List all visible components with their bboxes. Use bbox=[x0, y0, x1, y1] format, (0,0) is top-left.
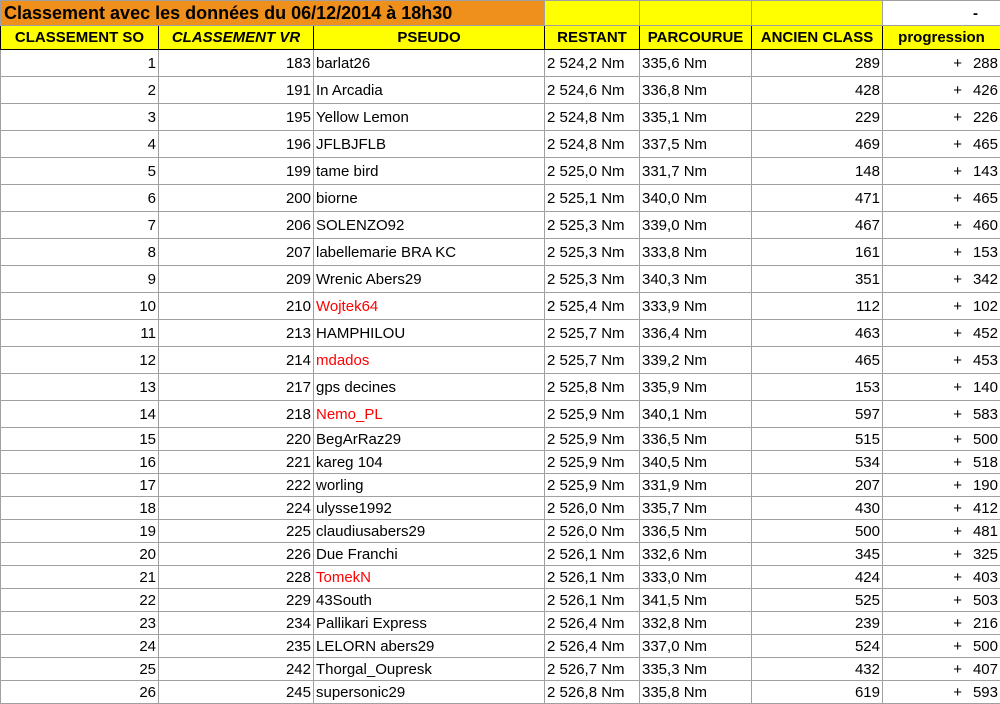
cell-restant[interactable]: 2 525,4 Nm bbox=[545, 293, 640, 320]
cell-ancien-class[interactable]: 467 bbox=[752, 212, 883, 239]
cell-pseudo[interactable]: biorne bbox=[314, 185, 545, 212]
cell-restant[interactable]: 2 525,3 Nm bbox=[545, 239, 640, 266]
cell-pseudo[interactable]: Yellow Lemon bbox=[314, 104, 545, 131]
cell-progression[interactable] bbox=[883, 320, 1000, 347]
cell-progression[interactable] bbox=[883, 681, 1000, 704]
cell-progression[interactable] bbox=[883, 520, 1000, 543]
cell-parcourue[interactable]: 335,6 Nm bbox=[640, 50, 752, 77]
cell-classement-vr[interactable]: 199 bbox=[159, 158, 314, 185]
cell-parcourue[interactable]: 340,1 Nm bbox=[640, 401, 752, 428]
progression-value: 500 bbox=[973, 638, 998, 655]
progression-plus-sign: + bbox=[953, 191, 962, 206]
blank-cell[interactable] bbox=[545, 1, 640, 26]
cell-progression[interactable] bbox=[883, 497, 1000, 520]
progression-plus-sign: + bbox=[953, 137, 962, 152]
table-row bbox=[1, 131, 1000, 158]
progression-value: 407 bbox=[973, 661, 998, 678]
progression-plus-sign: + bbox=[953, 547, 962, 562]
cell-pseudo[interactable]: kareg 104 bbox=[314, 451, 545, 474]
cell-parcourue[interactable]: 339,0 Nm bbox=[640, 212, 752, 239]
cell-pseudo[interactable]: mdados bbox=[314, 347, 545, 374]
cell-parcourue[interactable]: 335,9 Nm bbox=[640, 374, 752, 401]
progression-plus-sign: + bbox=[953, 218, 962, 233]
cell-ancien-class[interactable]: 619 bbox=[752, 681, 883, 704]
cell-pseudo[interactable]: gps decines bbox=[314, 374, 545, 401]
cell-classement-so[interactable]: 22 bbox=[1, 589, 159, 612]
table-row bbox=[1, 589, 1000, 612]
cell-classement-vr[interactable]: 183 bbox=[159, 50, 314, 77]
col-header-ancien-class[interactable]: ANCIEN CLASS bbox=[752, 26, 883, 50]
progression-value: 226 bbox=[973, 109, 998, 126]
cell-classement-vr[interactable]: 218 bbox=[159, 401, 314, 428]
cell-parcourue[interactable]: 336,4 Nm bbox=[640, 320, 752, 347]
cell-restant[interactable]: 2 526,1 Nm bbox=[545, 543, 640, 566]
cell-ancien-class[interactable]: 534 bbox=[752, 451, 883, 474]
cell-classement-so[interactable]: 26 bbox=[1, 681, 159, 704]
table-row bbox=[1, 612, 1000, 635]
cell-classement-so[interactable]: 14 bbox=[1, 401, 159, 428]
progression-value: 465 bbox=[973, 136, 998, 153]
col-header-restant[interactable]: RESTANT bbox=[545, 26, 640, 50]
table-row bbox=[1, 239, 1000, 266]
cell-pseudo[interactable]: SOLENZO92 bbox=[314, 212, 545, 239]
progression-value: 216 bbox=[973, 615, 998, 632]
cell-pseudo[interactable]: JFLBJFLB bbox=[314, 131, 545, 158]
cell-classement-vr[interactable]: 196 bbox=[159, 131, 314, 158]
cell-classement-vr[interactable]: 210 bbox=[159, 293, 314, 320]
column-header-row bbox=[1, 26, 1000, 50]
cell-classement-so[interactable]: 11 bbox=[1, 320, 159, 347]
cell-ancien-class[interactable]: 428 bbox=[752, 77, 883, 104]
cell-ancien-class[interactable]: 430 bbox=[752, 497, 883, 520]
cell-restant[interactable]: 2 526,8 Nm bbox=[545, 681, 640, 704]
cell-parcourue[interactable]: 339,2 Nm bbox=[640, 347, 752, 374]
cell-progression[interactable] bbox=[883, 612, 1000, 635]
progression-plus-sign: + bbox=[953, 478, 962, 493]
cell-classement-vr[interactable]: 234 bbox=[159, 612, 314, 635]
col-header-classement-vr[interactable]: CLASSEMENT VR bbox=[159, 26, 314, 50]
progression-plus-sign: + bbox=[953, 662, 962, 677]
table-row bbox=[1, 266, 1000, 293]
progression-value: 518 bbox=[973, 454, 998, 471]
cell-classement-vr[interactable]: 206 bbox=[159, 212, 314, 239]
cell-restant[interactable]: 2 525,9 Nm bbox=[545, 401, 640, 428]
cell-pseudo[interactable]: HAMPHILOU bbox=[314, 320, 545, 347]
cell-classement-vr[interactable]: 228 bbox=[159, 566, 314, 589]
cell-parcourue[interactable]: 331,9 Nm bbox=[640, 474, 752, 497]
cell-ancien-class[interactable]: 161 bbox=[752, 239, 883, 266]
progression-value: 426 bbox=[973, 82, 998, 99]
cell-restant[interactable]: 2 524,6 Nm bbox=[545, 77, 640, 104]
cell-ancien-class[interactable]: 424 bbox=[752, 566, 883, 589]
cell-pseudo[interactable]: BegArRaz29 bbox=[314, 428, 545, 451]
cell-classement-so[interactable]: 7 bbox=[1, 212, 159, 239]
cell-classement-so[interactable]: 9 bbox=[1, 266, 159, 293]
cell-pseudo[interactable]: Wrenic Abers29 bbox=[314, 266, 545, 293]
cell-parcourue[interactable]: 337,5 Nm bbox=[640, 131, 752, 158]
cell-classement-so[interactable]: 15 bbox=[1, 428, 159, 451]
table-row bbox=[1, 658, 1000, 681]
progression-value: 465 bbox=[973, 190, 998, 207]
table-row bbox=[1, 497, 1000, 520]
cell-pseudo[interactable]: ulysse1992 bbox=[314, 497, 545, 520]
cell-progression[interactable] bbox=[883, 566, 1000, 589]
cell-ancien-class[interactable]: 207 bbox=[752, 474, 883, 497]
cell-restant[interactable]: 2 526,4 Nm bbox=[545, 612, 640, 635]
cell-ancien-class[interactable]: 432 bbox=[752, 658, 883, 681]
cell-ancien-class[interactable]: 345 bbox=[752, 543, 883, 566]
progression-plus-sign: + bbox=[953, 326, 962, 341]
cell-parcourue[interactable]: 335,7 Nm bbox=[640, 497, 752, 520]
cell-classement-so[interactable]: 25 bbox=[1, 658, 159, 681]
cell-classement-vr[interactable]: 245 bbox=[159, 681, 314, 704]
cell-pseudo[interactable]: labellemarie BRA KC bbox=[314, 239, 545, 266]
progression-value: 460 bbox=[973, 217, 998, 234]
cell-classement-vr[interactable]: 242 bbox=[159, 658, 314, 681]
progression-plus-sign: + bbox=[953, 353, 962, 368]
cell-progression[interactable] bbox=[883, 77, 1000, 104]
cell-ancien-class[interactable]: 112 bbox=[752, 293, 883, 320]
cell-classement-so[interactable]: 18 bbox=[1, 497, 159, 520]
dash-cell[interactable]: - bbox=[883, 1, 1000, 26]
cell-classement-so[interactable]: 24 bbox=[1, 635, 159, 658]
cell-restant[interactable]: 2 525,9 Nm bbox=[545, 474, 640, 497]
cell-parcourue[interactable]: 340,3 Nm bbox=[640, 266, 752, 293]
cell-ancien-class[interactable]: 229 bbox=[752, 104, 883, 131]
cell-restant[interactable]: 2 526,1 Nm bbox=[545, 566, 640, 589]
cell-pseudo[interactable]: TomekN bbox=[314, 566, 545, 589]
table-row bbox=[1, 320, 1000, 347]
cell-parcourue[interactable]: 337,0 Nm bbox=[640, 635, 752, 658]
cell-classement-vr[interactable]: 221 bbox=[159, 451, 314, 474]
progression-plus-sign: + bbox=[953, 110, 962, 125]
cell-pseudo[interactable]: Nemo_PL bbox=[314, 401, 545, 428]
cell-classement-vr[interactable]: 220 bbox=[159, 428, 314, 451]
cell-ancien-class[interactable]: 525 bbox=[752, 589, 883, 612]
table-row bbox=[1, 681, 1000, 704]
cell-pseudo[interactable]: Due Franchi bbox=[314, 543, 545, 566]
cell-pseudo[interactable]: In Arcadia bbox=[314, 77, 545, 104]
progression-plus-sign: + bbox=[953, 455, 962, 470]
cell-ancien-class[interactable]: 289 bbox=[752, 50, 883, 77]
cell-pseudo[interactable]: worling bbox=[314, 474, 545, 497]
cell-parcourue[interactable]: 341,5 Nm bbox=[640, 589, 752, 612]
cell-ancien-class[interactable]: 153 bbox=[752, 374, 883, 401]
cell-ancien-class[interactable]: 148 bbox=[752, 158, 883, 185]
cell-restant[interactable]: 2 524,2 Nm bbox=[545, 50, 640, 77]
table-row bbox=[1, 158, 1000, 185]
cell-ancien-class[interactable]: 351 bbox=[752, 266, 883, 293]
progression-plus-sign: + bbox=[953, 56, 962, 71]
progression-plus-sign: + bbox=[953, 639, 962, 654]
progression-value: 453 bbox=[973, 352, 998, 369]
cell-restant[interactable]: 2 525,9 Nm bbox=[545, 451, 640, 474]
cell-progression[interactable] bbox=[883, 104, 1000, 131]
table-row bbox=[1, 50, 1000, 77]
cell-classement-so[interactable]: 8 bbox=[1, 239, 159, 266]
cell-progression[interactable] bbox=[883, 474, 1000, 497]
table-row bbox=[1, 212, 1000, 239]
cell-classement-so[interactable]: 12 bbox=[1, 347, 159, 374]
cell-classement-so[interactable]: 23 bbox=[1, 612, 159, 635]
cell-classement-vr[interactable]: 222 bbox=[159, 474, 314, 497]
cell-classement-vr[interactable]: 191 bbox=[159, 77, 314, 104]
cell-classement-so[interactable]: 1 bbox=[1, 50, 159, 77]
cell-parcourue[interactable]: 332,8 Nm bbox=[640, 612, 752, 635]
progression-value: 593 bbox=[973, 684, 998, 701]
cell-classement-vr[interactable]: 200 bbox=[159, 185, 314, 212]
table-row bbox=[1, 104, 1000, 131]
cell-pseudo[interactable]: 43South bbox=[314, 589, 545, 612]
progression-plus-sign: + bbox=[953, 380, 962, 395]
progression-plus-sign: + bbox=[953, 245, 962, 260]
cell-restant[interactable]: 2 526,0 Nm bbox=[545, 520, 640, 543]
cell-restant[interactable]: 2 525,8 Nm bbox=[545, 374, 640, 401]
cell-classement-vr[interactable]: 225 bbox=[159, 520, 314, 543]
cell-ancien-class[interactable]: 597 bbox=[752, 401, 883, 428]
cell-progression[interactable] bbox=[883, 658, 1000, 681]
cell-classement-so[interactable]: 6 bbox=[1, 185, 159, 212]
cell-parcourue[interactable]: 340,5 Nm bbox=[640, 451, 752, 474]
cell-classement-so[interactable]: 16 bbox=[1, 451, 159, 474]
cell-classement-so[interactable]: 20 bbox=[1, 543, 159, 566]
cell-progression[interactable] bbox=[883, 266, 1000, 293]
cell-classement-so[interactable]: 5 bbox=[1, 158, 159, 185]
cell-parcourue[interactable]: 336,5 Nm bbox=[640, 428, 752, 451]
progression-value: 583 bbox=[973, 406, 998, 423]
cell-classement-so[interactable]: 17 bbox=[1, 474, 159, 497]
table-row bbox=[1, 543, 1000, 566]
progression-plus-sign: + bbox=[953, 524, 962, 539]
cell-ancien-class[interactable]: 239 bbox=[752, 612, 883, 635]
cell-restant[interactable]: 2 525,3 Nm bbox=[545, 266, 640, 293]
cell-restant[interactable]: 2 525,7 Nm bbox=[545, 320, 640, 347]
cell-parcourue[interactable]: 336,5 Nm bbox=[640, 520, 752, 543]
cell-pseudo[interactable]: Wojtek64 bbox=[314, 293, 545, 320]
cell-classement-vr[interactable]: 209 bbox=[159, 266, 314, 293]
title-row bbox=[1, 1, 1000, 26]
cell-classement-vr[interactable]: 217 bbox=[159, 374, 314, 401]
cell-parcourue[interactable]: 335,1 Nm bbox=[640, 104, 752, 131]
col-header-parcourue[interactable]: PARCOURUE bbox=[640, 26, 752, 50]
cell-parcourue[interactable]: 333,0 Nm bbox=[640, 566, 752, 589]
cell-restant[interactable]: 2 525,7 Nm bbox=[545, 347, 640, 374]
cell-classement-so[interactable]: 10 bbox=[1, 293, 159, 320]
cell-classement-vr[interactable]: 226 bbox=[159, 543, 314, 566]
cell-ancien-class[interactable]: 463 bbox=[752, 320, 883, 347]
cell-classement-vr[interactable]: 207 bbox=[159, 239, 314, 266]
cell-classement-vr[interactable]: 195 bbox=[159, 104, 314, 131]
table-row bbox=[1, 77, 1000, 104]
col-header-pseudo[interactable]: PSEUDO bbox=[314, 26, 545, 50]
progression-plus-sign: + bbox=[953, 299, 962, 314]
cell-progression[interactable] bbox=[883, 212, 1000, 239]
table-row bbox=[1, 293, 1000, 320]
cell-restant[interactable]: 2 524,8 Nm bbox=[545, 131, 640, 158]
cell-parcourue[interactable]: 333,9 Nm bbox=[640, 293, 752, 320]
cell-classement-so[interactable]: 2 bbox=[1, 77, 159, 104]
cell-parcourue[interactable]: 335,3 Nm bbox=[640, 658, 752, 681]
progression-value: 500 bbox=[973, 431, 998, 448]
progression-value: 342 bbox=[973, 271, 998, 288]
cell-classement-so[interactable]: 3 bbox=[1, 104, 159, 131]
cell-classement-so[interactable]: 4 bbox=[1, 131, 159, 158]
cell-classement-vr[interactable]: 224 bbox=[159, 497, 314, 520]
blank-cell[interactable] bbox=[640, 1, 752, 26]
cell-restant[interactable]: 2 526,0 Nm bbox=[545, 497, 640, 520]
cell-parcourue[interactable]: 332,6 Nm bbox=[640, 543, 752, 566]
cell-restant[interactable]: 2 526,1 Nm bbox=[545, 589, 640, 612]
cell-parcourue[interactable]: 336,8 Nm bbox=[640, 77, 752, 104]
table-row bbox=[1, 347, 1000, 374]
progression-value: 140 bbox=[973, 379, 998, 396]
sheet-title[interactable]: Classement avec les données du 06/12/2014 à 18h30 bbox=[1, 1, 545, 26]
cell-progression[interactable] bbox=[883, 374, 1000, 401]
cell-progression[interactable] bbox=[883, 543, 1000, 566]
progression-plus-sign: + bbox=[953, 593, 962, 608]
progression-value: 403 bbox=[973, 569, 998, 586]
table-row bbox=[1, 428, 1000, 451]
cell-restant[interactable]: 2 524,8 Nm bbox=[545, 104, 640, 131]
table-row bbox=[1, 185, 1000, 212]
cell-progression[interactable] bbox=[883, 347, 1000, 374]
cell-progression[interactable] bbox=[883, 158, 1000, 185]
progression-plus-sign: + bbox=[953, 164, 962, 179]
cell-classement-vr[interactable]: 213 bbox=[159, 320, 314, 347]
cell-pseudo[interactable]: Pallikari Express bbox=[314, 612, 545, 635]
table-row bbox=[1, 520, 1000, 543]
cell-pseudo[interactable]: tame bird bbox=[314, 158, 545, 185]
progression-value: 325 bbox=[973, 546, 998, 563]
table-row bbox=[1, 451, 1000, 474]
cell-ancien-class[interactable]: 524 bbox=[752, 635, 883, 658]
cell-progression[interactable] bbox=[883, 50, 1000, 77]
cell-progression[interactable] bbox=[883, 451, 1000, 474]
cell-progression[interactable] bbox=[883, 131, 1000, 158]
cell-progression[interactable] bbox=[883, 589, 1000, 612]
progression-plus-sign: + bbox=[953, 432, 962, 447]
col-header-classement-so[interactable]: CLASSEMENT SO bbox=[1, 26, 159, 50]
cell-ancien-class[interactable]: 500 bbox=[752, 520, 883, 543]
progression-value: 481 bbox=[973, 523, 998, 540]
progression-plus-sign: + bbox=[953, 501, 962, 516]
cell-progression[interactable] bbox=[883, 401, 1000, 428]
progression-plus-sign: + bbox=[953, 616, 962, 631]
cell-restant[interactable]: 2 525,0 Nm bbox=[545, 158, 640, 185]
cell-progression[interactable] bbox=[883, 635, 1000, 658]
table-row bbox=[1, 635, 1000, 658]
progression-value: 288 bbox=[973, 55, 998, 72]
cell-restant[interactable]: 2 525,1 Nm bbox=[545, 185, 640, 212]
cell-classement-vr[interactable]: 235 bbox=[159, 635, 314, 658]
progression-value: 153 bbox=[973, 244, 998, 261]
progression-value: 143 bbox=[973, 163, 998, 180]
table-row bbox=[1, 474, 1000, 497]
cell-pseudo[interactable]: Thorgal_Oupresk bbox=[314, 658, 545, 681]
cell-parcourue[interactable]: 340,0 Nm bbox=[640, 185, 752, 212]
cell-parcourue[interactable]: 331,7 Nm bbox=[640, 158, 752, 185]
blank-cell[interactable] bbox=[752, 1, 883, 26]
cell-pseudo[interactable]: supersonic29 bbox=[314, 681, 545, 704]
progression-value: 412 bbox=[973, 500, 998, 517]
cell-ancien-class[interactable]: 465 bbox=[752, 347, 883, 374]
progression-value: 102 bbox=[973, 298, 998, 315]
table-row bbox=[1, 374, 1000, 401]
cell-classement-so[interactable]: 13 bbox=[1, 374, 159, 401]
cell-progression[interactable] bbox=[883, 239, 1000, 266]
cell-pseudo[interactable]: claudiusabers29 bbox=[314, 520, 545, 543]
cell-classement-so[interactable]: 19 bbox=[1, 520, 159, 543]
cell-parcourue[interactable]: 335,8 Nm bbox=[640, 681, 752, 704]
progression-plus-sign: + bbox=[953, 407, 962, 422]
cell-restant[interactable]: 2 525,9 Nm bbox=[545, 428, 640, 451]
cell-classement-vr[interactable]: 229 bbox=[159, 589, 314, 612]
cell-classement-so[interactable]: 21 bbox=[1, 566, 159, 589]
progression-plus-sign: + bbox=[953, 272, 962, 287]
progression-plus-sign: + bbox=[953, 83, 962, 98]
cell-classement-vr[interactable]: 214 bbox=[159, 347, 314, 374]
cell-progression[interactable] bbox=[883, 428, 1000, 451]
progression-value: 452 bbox=[973, 325, 998, 342]
table-row bbox=[1, 401, 1000, 428]
cell-ancien-class[interactable]: 471 bbox=[752, 185, 883, 212]
cell-parcourue[interactable]: 333,8 Nm bbox=[640, 239, 752, 266]
col-header-progression[interactable]: progression bbox=[883, 26, 1000, 50]
cell-ancien-class[interactable]: 469 bbox=[752, 131, 883, 158]
progression-plus-sign: + bbox=[953, 685, 962, 700]
cell-progression[interactable] bbox=[883, 185, 1000, 212]
progression-value: 503 bbox=[973, 592, 998, 609]
table-row bbox=[1, 566, 1000, 589]
cell-pseudo[interactable]: LELORN abers29 bbox=[314, 635, 545, 658]
progression-plus-sign: + bbox=[953, 570, 962, 585]
cell-progression[interactable] bbox=[883, 293, 1000, 320]
cell-restant[interactable]: 2 526,7 Nm bbox=[545, 658, 640, 681]
progression-value: 190 bbox=[973, 477, 998, 494]
cell-restant[interactable]: 2 525,3 Nm bbox=[545, 212, 640, 239]
cell-restant[interactable]: 2 526,4 Nm bbox=[545, 635, 640, 658]
cell-ancien-class[interactable]: 515 bbox=[752, 428, 883, 451]
cell-pseudo[interactable]: barlat26 bbox=[314, 50, 545, 77]
